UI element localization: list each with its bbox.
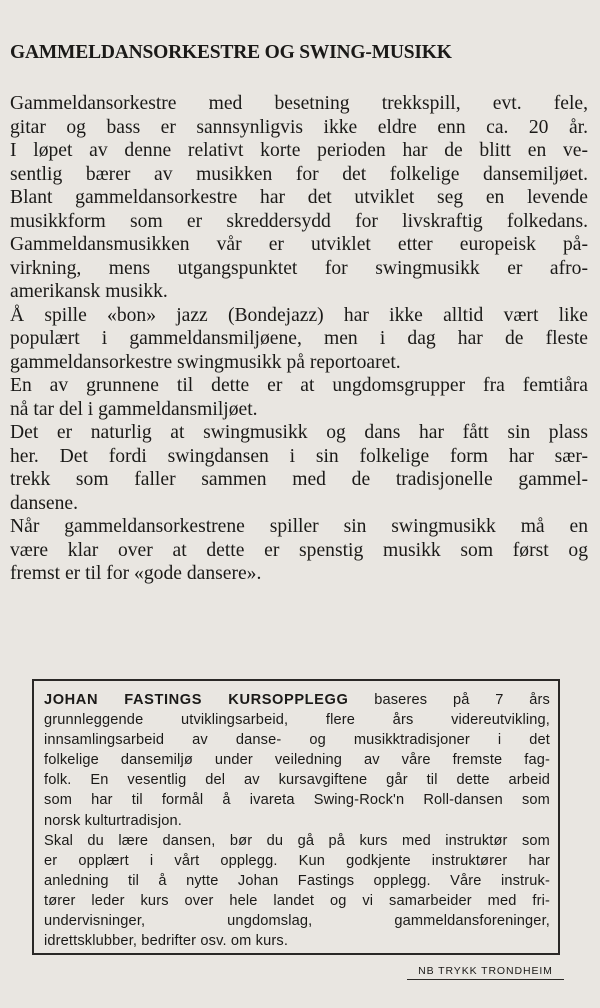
box-line: grunnleggende utviklingsarbeid, flere års videreutvikling, [44,712,550,729]
box-line-first [44,690,550,710]
box-line: folkelige dansemiljø under veiledning av våre fremste fag- [44,752,550,769]
box-lead: JOHAN FASTINGS KURSOPPLEGG [44,692,349,708]
box-line: tører leder kurs over hele landet og vi samarbeider med fri- [44,892,550,909]
text-line: Det er naturlig at swingmusikk og dans har fått sin plass [10,422,588,443]
text-line: Gammeldansorkestre med besetning trekkspill, evt. fele, [10,93,588,114]
printer-credit: NB TRYKK TRONDHEIM [407,963,564,980]
box-lead-rest: baseres på 7 års [348,692,551,708]
text-line: Gammeldansmusikken vår er utviklet etter europeisk på- [10,234,588,255]
text-line: populært i gammeldansmiljøene, men i dag har de fleste [10,328,588,349]
main-text [10,92,588,586]
page-heading: GAMMELDANSORKESTRE OG SWING-MUSIKK [10,42,452,63]
box-line: anledning til å nytte Johan Fastings opplegg. Våre instruk- [44,872,550,889]
text-line: virkning, mens utgangspunktet for swingmusikk er afro- [10,257,588,279]
text-line: amerikansk musikk. [10,281,168,302]
text-line: En av grunnene til dette er at ungdomsgrupper fra femtiåra [10,375,588,396]
box-line: Skal du lære dansen, bør du gå på kurs med instruktør som [44,832,550,849]
text-line: musikkform som er skreddersydd for livskraftig folkedans. [10,210,588,232]
course-info-box [32,679,560,955]
box-line: innsamlingsarbeid av danse- og musikktradisjoner i det [44,732,550,749]
text-line: gammeldansorkestre swingmusikk på reportoaret. [10,351,401,373]
box-line: idrettsklubber, bedrifter osv. om kurs. [44,933,289,950]
text-line: dansene. [10,492,79,514]
text-line: her. Det fordi swingdansen i sin folkelige form har sær- [10,445,588,467]
text-line: nå tar del i gammeldansmiljøet. [10,398,258,420]
box-line: undervisninger, ungdomslag, gammeldansforeninger, [44,913,550,930]
text-line: Når gammeldansorkestrene spiller sin swingmusikk må en [10,516,588,537]
text-line: sentlig bærer av musikken for det folkelige dansemiljøet. [10,163,588,185]
text-line: trekk som faller sammen med de tradisjonelle gammel- [10,469,588,490]
text-line: Å spille «bon» jazz (Bondejazz) har ikke alltid vært like [10,304,588,326]
box-line: norsk kulturtradisjon. [44,812,182,829]
text-line: I løpet av denne relativt korte perioden har de blitt en ve- [10,140,588,161]
box-line: som har til formål å ivareta Swing-Rock'n Roll-dansen som [44,792,550,809]
text-line: fremst er til for «gode dansere». [10,563,262,584]
box-line: er opplært i vårt opplegg. Kun godkjente instruktører har [44,852,550,869]
text-line: Blant gammeldansorkestre har det utviklet seg en levende [10,187,588,208]
box-line: folk. En vesentlig del av kursavgiftene går til dette arbeid [44,772,550,789]
text-line: være klar over at dette er spenstig musikk som først og [10,539,588,561]
text-line: gitar og bass er sannsynligvis ikke eldre enn ca. 20 år. [10,116,588,138]
